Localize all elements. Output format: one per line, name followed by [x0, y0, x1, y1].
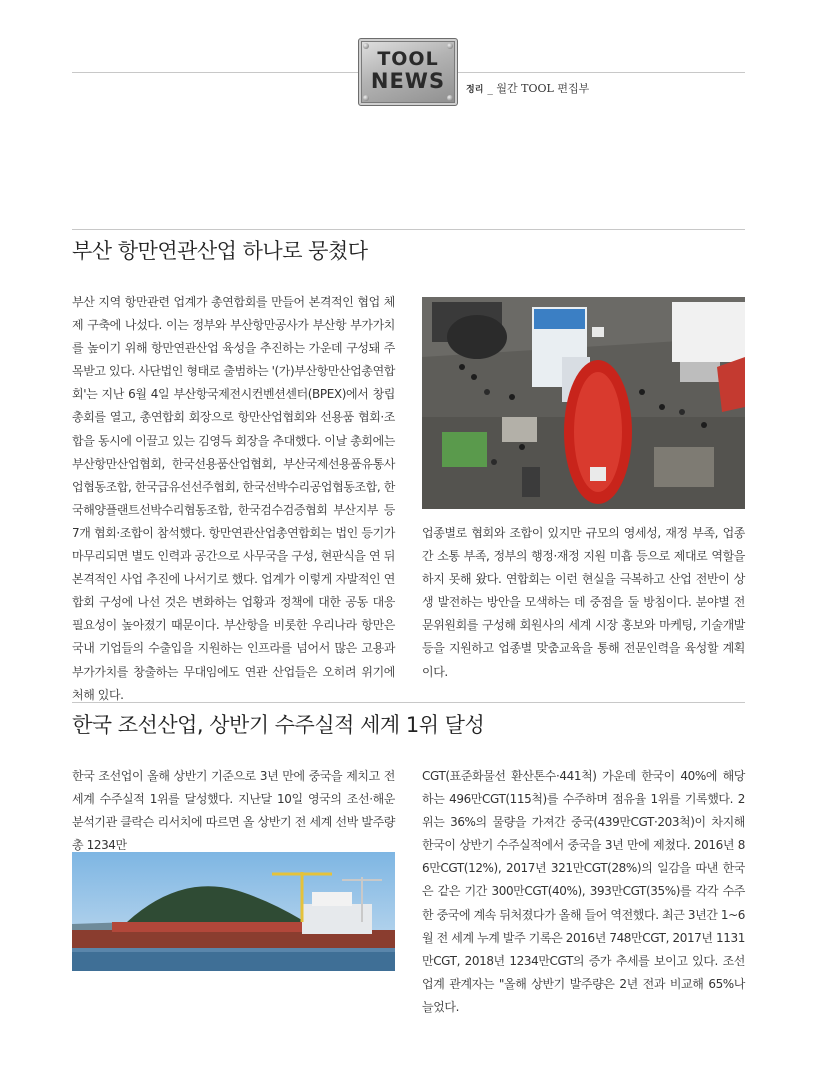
logo-text-news: NEWS [370, 69, 446, 93]
article-2-left-column: 한국 조선업이 올해 상반기 기준으로 3년 만에 중국을 제치고 전 세계 수주실적 1위를 달성했다. 지난달 10일 영국의 조선·해운 분석기관 클락슨 리서치에 따르면 올 상반기 전 세계 선박 발주량 총 1234만 [72, 769, 395, 853]
expo-hall-photo [422, 297, 745, 509]
byline-label: 정리 [466, 85, 484, 95]
article-2-title: 한국 조선산업, 상반기 수주실적 세계 1위 달성 [72, 713, 485, 737]
article-1-title: 부산 항만연관산업 하나로 뭉쳤다 [72, 239, 368, 263]
tool-news-logo [358, 38, 458, 106]
shipyard-photo [72, 852, 395, 971]
article-1-left-column: 부산 지역 항만관련 업계가 총연합회를 만들어 본격적인 협업 체제 구축에 나섰다. 이는 정부와 부산항만공사가 부산항 부가가치를 높이기 위해 항만연관산업 육성을 추진하는 가운데 구성돼 주목받고 있다. 사단법인 형태로 출범하는 '(가)부산항만산업총연합회'는 지난 6월 4일 부산항국제전시컨벤션센터(BPEX)에서 창립총회를 열고, 총연합회 회장으로 항만산업협회와 선용품 협회·조합을 동시에 이끌고 있는 김영득 회장을 추대했다. 이날 총회에는 부산항만산업협회, 한국선용품산업협회, 부산국제선용품유통사업협동조합, 한국급유선선주협회, 한국선박수리공업협동조합, 한국해양플랜트선박수리협동조합, 한국검수검증협회 부산지부 등 7개 협회·조합이 참석했다. 항만연관산업총연합회는 법인 등기가 마무리되면 별도 인력과 공간으로 사무국을 구성, 현판식을 연 뒤 본격적인 사업 추진에 나서기로 했다. 업계가 이렇게 자발적인 연합회 구성에 나선 것은 변화하는 업황과 정책에 대한 공동 대응 필요성이 높아졌기 때문이다. 부산항을 비롯한 우리나라 항만은 국내 기업들의 수출입을 지원하는 인프라를 넘어서 많은 고용과 부가가치를 창출하는 무대임에도 연관 산업들은 오히려 위기에 처해 있다. [72, 295, 395, 702]
bolt-icon [363, 95, 369, 101]
article-2-right-column: CGT(표준화물선 환산톤수·441척) 가운데 한국이 40%에 해당하는 496만CGT(115척)를 수주하며 점유율 1위를 기록했다. 2위는 36%의 물량을 가져간 중국(439만CGT·203척)이 차지해 한국이 상반기 수주실적에서 중국을 3년 만에 제쳤다. 2016년 86만CGT(12%), 2017년 321만CGT(28%)의 일감을 따낸 한국은 같은 기간 300만CGT(40%), 393만CGT(35%)를 각각 수주한 중국에 계속 뒤처졌다가 올해 들어 역전했다. 최근 3년간 1~6월 전 세계 누계 발주 기록은 2016년 748만CGT, 2017년 1131만CGT, 2018년 1234만CGT의 증가 추세를 보이고 있다. 조선업계 관계자는 "올해 상반기 발주량은 2년 전과 비교해 65%나 늘었다. [422, 769, 745, 1014]
article-1-divider [72, 229, 745, 230]
byline [466, 80, 589, 96]
article-2-divider [72, 702, 745, 703]
article-1-right-column: 업종별로 협회와 조합이 있지만 규모의 영세성, 재정 부족, 업종 간 소통 부족, 정부의 행정·재정 지원 미흡 등으로 제대로 역할을 하지 못해 왔다. 연합회는 이런 현실을 극복하고 산업 전반이 상생 발전하는 방안을 모색하는 데 중점을 둘 방침이다. 분야별 전문위원회를 구성해 회원사의 세계 시장 홍보와 마케팅, 기술개발 등을 지원하고 업종별 맞춤교육을 통해 전문인력을 육성할 계획이다. [422, 526, 745, 679]
byline-separator: _ [487, 82, 493, 95]
byline-text: 월간 TOOL 편집부 [496, 82, 590, 95]
logo-text-tool: TOOL [377, 48, 439, 70]
bolt-icon [447, 95, 453, 101]
